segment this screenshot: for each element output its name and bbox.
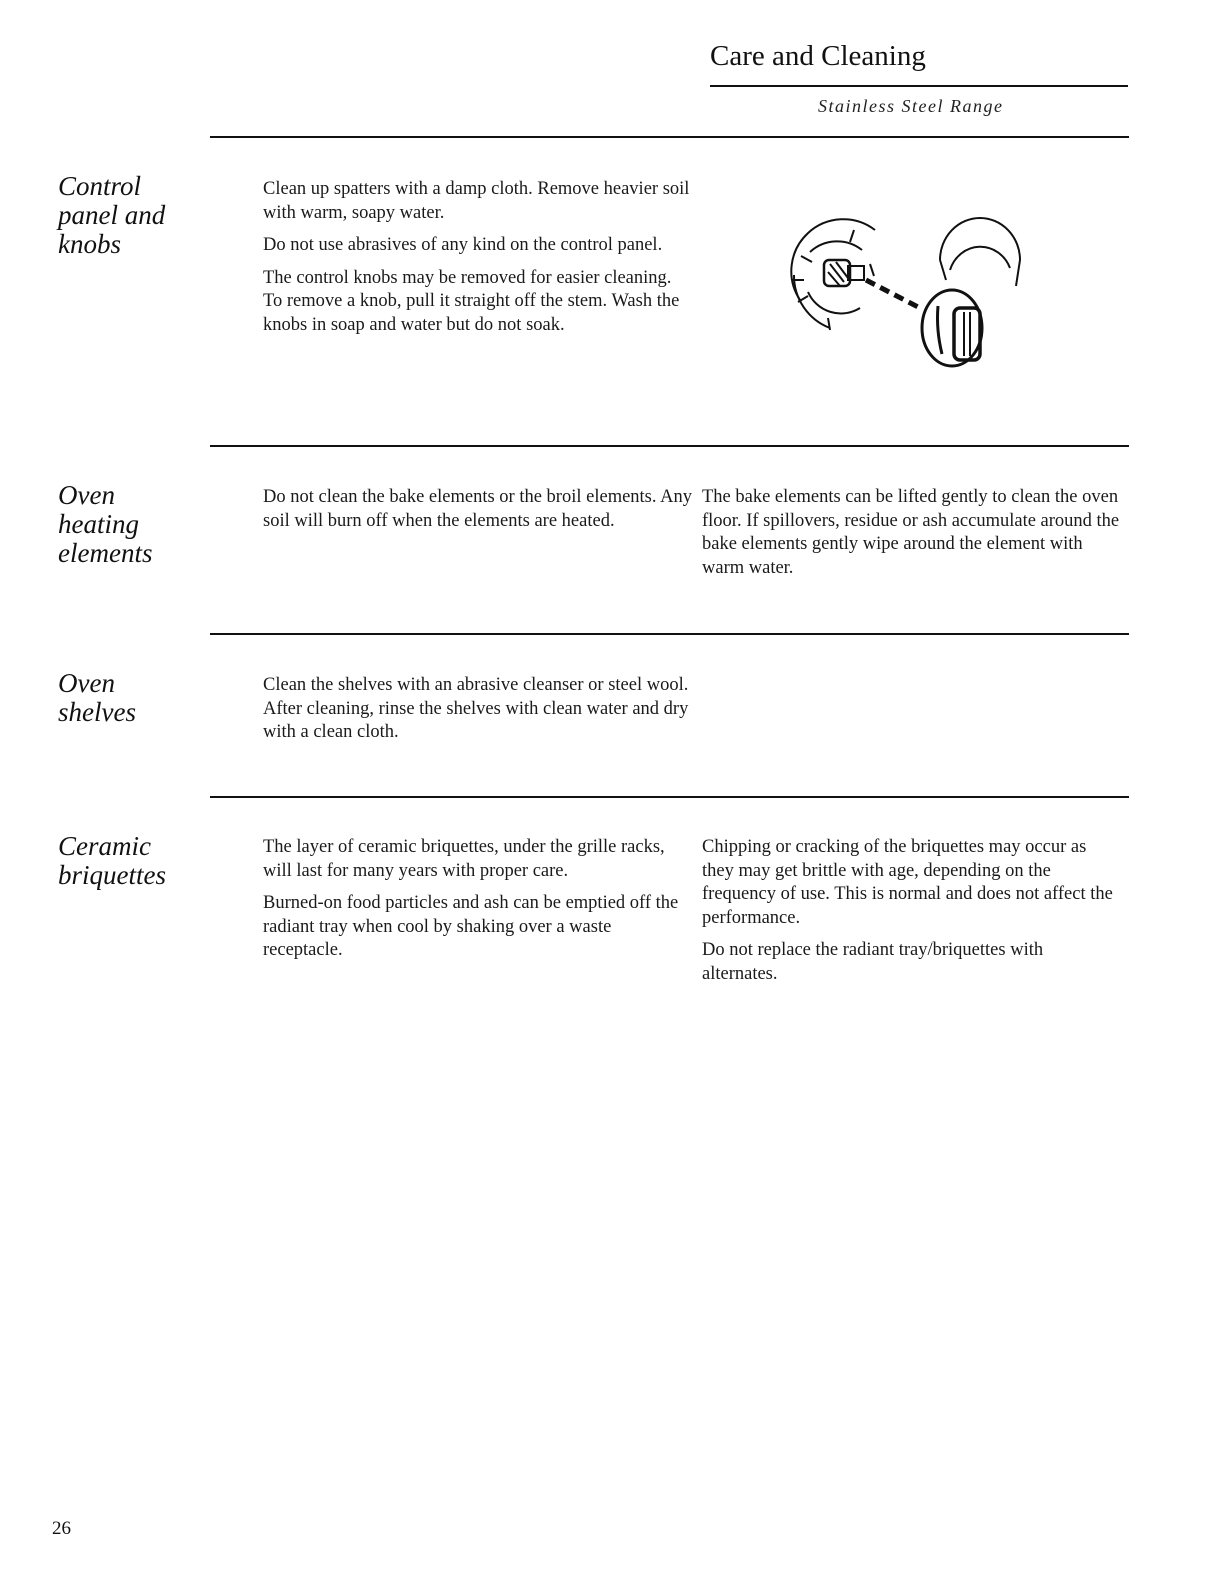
section-divider [210, 633, 1129, 635]
page-number: 26 [52, 1518, 71, 1539]
paragraph: Do not use abrasives of any kind on the control panel. [263, 235, 663, 255]
section-text-control-panel [263, 178, 693, 346]
section-text-oven-heating-left [263, 486, 693, 542]
section-divider [210, 796, 1129, 798]
paragraph: Do not replace the radiant tray/briquettes with alternates. [702, 940, 1044, 984]
page-subtitle: Stainless Steel Range [818, 96, 1004, 116]
section-text-oven-heating-right [702, 486, 1122, 589]
paragraph: The bake elements can be lifted gently to clean the oven floor. If spillovers, residue or ash accumulate around the bake elements gently wipe around the element with warm water. [702, 487, 1120, 578]
section-title-control-panel: Control panel and knobs [58, 171, 166, 259]
paragraph: Do not clean the bake elements or the broil elements. Any soil will burn off when the elements are heated. [263, 487, 692, 531]
paragraph: Burned-on food particles and ash can be emptied off the radiant tray when cool by shaking over a waste receptacle. [263, 893, 679, 960]
page-title: Care and Cleaning [710, 40, 926, 72]
section-divider [210, 445, 1129, 447]
section-text-briquettes-right [702, 836, 1122, 995]
paragraph: Clean up spatters with a damp cloth. Remove heavier soil with warm, soapy water. [263, 179, 690, 223]
paragraph: Chipping or cracking of the briquettes may occur as they may get brittle with age, depending on the frequency of use. This is normal and does not affect the performance. [702, 837, 1113, 928]
section-title-oven-shelves: Oven shelves [58, 668, 136, 727]
section-text-briquettes-left [263, 836, 693, 972]
paragraph: The layer of ceramic briquettes, under the grille racks, will last for many years with proper care. [263, 837, 665, 881]
section-text-oven-shelves [263, 674, 693, 754]
paragraph: Clean the shelves with an abrasive cleanser or steel wool. After cleaning, rinse the shelves with clean water and dry with a clean cloth. [263, 675, 689, 742]
knob-removal-illustration [770, 190, 1040, 370]
header-divider [710, 85, 1128, 87]
section-title-ceramic-briquettes: Ceramic briquettes [58, 831, 166, 890]
section-title-oven-heating-elements: Oven heating elements [58, 480, 153, 568]
section-divider [210, 136, 1129, 138]
paragraph: The control knobs may be removed for easier cleaning. To remove a knob, pull it straight off the stem. Wash the knobs in soap and water but do not soak. [263, 267, 680, 335]
